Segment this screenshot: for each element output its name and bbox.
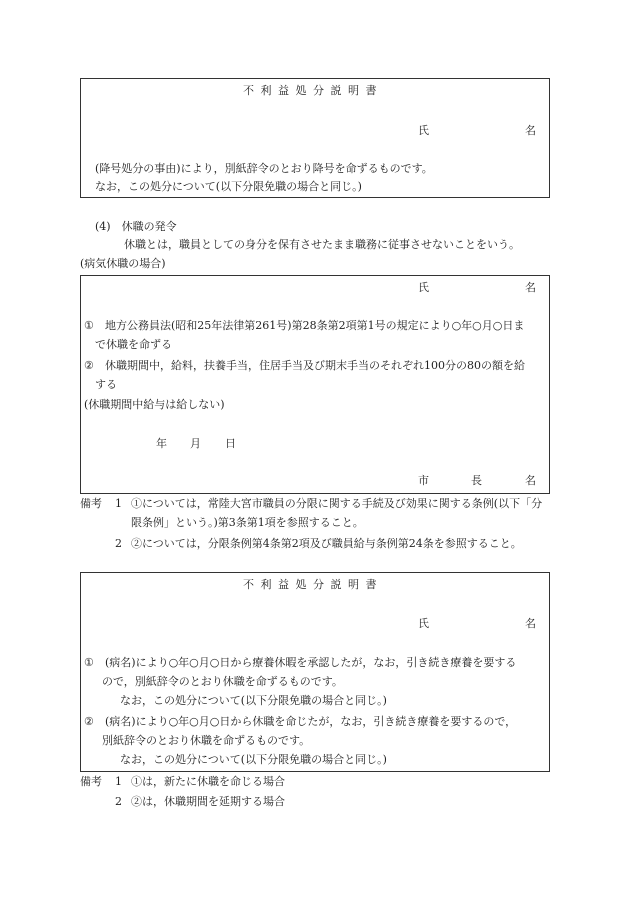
- signature-label-cho: 長: [471, 474, 482, 487]
- sick-leave-case-label: (病気休職の場合): [80, 257, 166, 270]
- section4-heading: (4) 休職の発令: [95, 220, 177, 233]
- signature-label-mei: 名: [525, 474, 536, 487]
- remarks2-number-2: 2: [115, 795, 122, 808]
- box1-title: 不利益処分説明書: [243, 84, 383, 97]
- box2-item1-line2: で休職を命ずる: [95, 338, 172, 351]
- date-month-label: 月: [190, 437, 201, 450]
- box1-reason-line: (降号処分の事由)により，別紙辞令のとおり降号を命ずるものです。: [95, 162, 433, 175]
- remarks2-note1: ①は，新たに休職を命じる場合: [131, 775, 285, 788]
- remarks1-note2: ②については，分限条例第4条第2項及び職員給与条例第24条を参照すること。: [131, 537, 522, 550]
- box3-item1-line2: ので，別紙辞令のとおり休職を命ずるものです。: [102, 675, 343, 688]
- remarks2-number-1: 1: [115, 775, 122, 788]
- date-day-label: 日: [225, 437, 236, 450]
- box2-item1-marker: ①: [84, 319, 94, 332]
- box2-salary-note: (休職期間中給与は給しない): [84, 398, 225, 411]
- box3-item1-line1: (病名)により○年○月○日から療養休暇を承認したが，なお，引き続き療養を要する: [105, 656, 517, 669]
- box2-item1-line1: 地方公務員法(昭和25年法律第261号)第28条第2項第1号の規定により○年○月○日ま: [105, 319, 525, 332]
- box2-item2-line1: 休職期間中，給料，扶養手当，住居手当及び期末手当のそれぞれ100分の80の額を給: [105, 359, 525, 372]
- box3-item1-line3: なお，この処分について(以下分限免職の場合と同じ。): [120, 694, 387, 707]
- box3-item2-marker: ②: [84, 715, 94, 728]
- remarks2-note2: ②は，休職期間を延期する場合: [131, 795, 285, 808]
- box1-name-label-shi: 氏: [418, 124, 429, 137]
- date-year-label: 年: [156, 437, 167, 450]
- remarks1-number-1: 1: [115, 497, 122, 510]
- remarks1-number-2: 2: [115, 537, 122, 550]
- box2-item2-line2: する: [95, 378, 117, 391]
- remarks2-label: 備考: [80, 775, 102, 788]
- box3-item2-line2: 別紙辞令のとおり休職を命ずるものです。: [102, 734, 311, 747]
- box2-name-label-mei: 名: [525, 281, 536, 294]
- section4-definition: 休職とは，職員としての身分を保有させたまま職務に従事させないことをいう。: [124, 238, 520, 251]
- box3-name-label-shi: 氏: [418, 617, 429, 630]
- box3-title: 不利益処分説明書: [243, 578, 383, 591]
- remarks1-label: 備考: [80, 497, 102, 510]
- box3-item2-line1: (病名)により○年○月○日から休職を命じたが，なお，引き続き療養を要するので，: [105, 715, 517, 728]
- box3-item2-line3: なお，この処分について(以下分限免職の場合と同じ。): [120, 753, 387, 766]
- signature-label-shi: 市: [418, 474, 429, 487]
- box2-name-label-shi: 氏: [418, 281, 429, 294]
- box3-item1-marker: ①: [84, 656, 94, 669]
- remarks1-note1-line1: ①については，常陸大宮市職員の分限に関する手続及び効果に関する条例(以下「分: [131, 497, 543, 510]
- box2-item2-marker: ②: [84, 359, 94, 372]
- remarks1-note1-line2: 限条例」という。)第3条第1項を参照すること。: [131, 516, 364, 529]
- box3-name-label-mei: 名: [525, 617, 536, 630]
- box1-note-line: なお，この処分について(以下分限免職の場合と同じ。): [95, 180, 362, 193]
- box1-name-label-mei: 名: [525, 124, 536, 137]
- sick-leave-order-box: [80, 275, 550, 494]
